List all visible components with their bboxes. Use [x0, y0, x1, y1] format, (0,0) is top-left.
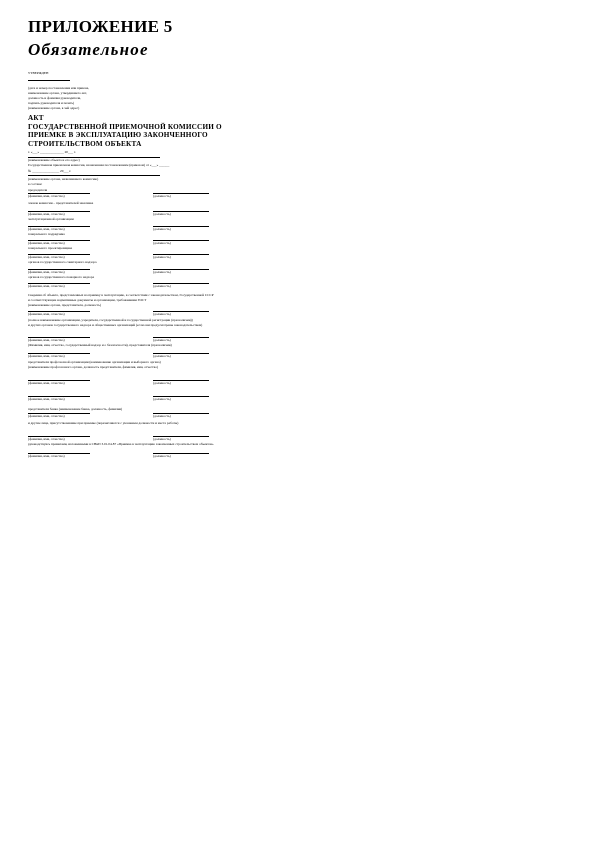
body-5: и других органов государственного надзора и общественных организаций (если они предусмотрены законодательством): [28, 323, 203, 327]
body-11: руководствуясь правилами, изложенными в СНиП 3.01.04-87 «Приемка в эксплуатацию законченных строительством объектов»: [28, 442, 214, 446]
act-title-line-2: ГОСУДАРСТВЕННОЙ ПРИЕМОЧНОЙ КОМИССИИ О: [28, 122, 222, 131]
intro-5: в составе:: [28, 182, 43, 186]
member-row: (фамилия, имя, отчество) (должность) органов государственного пожарного надзора: [28, 269, 218, 285]
body-3: (наименование органа, представителя, должность): [28, 303, 102, 307]
member-title-1: председателя: [28, 188, 48, 192]
body-10: и другие лица, присутствовавшие при приемке (перечисляются с указанием должности и места работы): [28, 421, 179, 425]
approve-line-2: наименование органа, утвердившего акт,: [28, 91, 87, 95]
body-8: (наименование профсоюзного органа, должность представителя, фамилия, имя, отчество): [28, 365, 159, 369]
act-title-line-4: СТРОИТЕЛЬСТВОМ ОБЪЕКТА: [28, 139, 142, 148]
body-2: и соответствующие нормативные документы и организации, требованиями ГОСТ: [28, 298, 147, 302]
intro-3: № ________________ 20___ г.: [28, 169, 72, 173]
member-row: (фамилия, имя, отчество) (должность): [28, 380, 218, 396]
member-row: (фамилия, имя, отчество) (должность): [28, 353, 218, 369]
member-row: (фамилия, имя, отчество) (должность): [28, 436, 218, 452]
approve-line-4: подпись руководителя и печать): [28, 101, 75, 105]
intro-4: (наименование органа, назначившего комиссию): [28, 177, 99, 181]
member-title-2: членов комиссии – представителей заказчика: [28, 201, 94, 205]
act-title-line-3: ПРИЕМКЕ В ЭКСПЛУАТАЦИЮ ЗАКОНЧЕННОГО: [28, 131, 208, 140]
act-date-line: г. «___» ______________ 20___ г.: [28, 150, 76, 154]
member-row: (фамилия, имя, отчество) (должность): [28, 283, 218, 299]
approve-label: УТВЕРЖДЕН: [28, 71, 49, 75]
member-row: (фамилия, имя, отчество) (должность): [28, 193, 218, 209]
act-title: [28, 114, 222, 148]
member-row: (фамилия, имя, отчество) (должность) органов государственного санитарного надзора: [28, 254, 218, 270]
intro-1: (наименование объекта и его адрес): [28, 158, 80, 162]
intro-2: Государственная приемочная комиссия, назначенная постановлением (приказом) от «___» ______: [28, 163, 170, 167]
member-row: (фамилия, имя, отчество) (должность) генерального проектировщика: [28, 240, 218, 256]
body-1: Сведения об объекте, представленных на приемку в эксплуатацию, в соответствии с законодательством, Государственной СССР: [28, 293, 214, 297]
member-row: (фамилия, имя, отчество) (должность) эксплуатационной организации: [28, 211, 218, 227]
approve-line: [28, 80, 70, 81]
approve-line-5: (наименование органа, в чей адрес): [28, 106, 80, 110]
order-line: [28, 175, 160, 176]
act-title-line-1: АКТ: [28, 114, 44, 122]
member-row: (фамилия, имя, отчество) (должность) генерального подрядчика: [28, 226, 218, 242]
approve-line-3: должность и фамилия руководителя,: [28, 96, 81, 100]
body-4: (полное наименование организации, учредителя, государственной и государственной регистрации (при наличии)): [28, 318, 193, 322]
member-row: (фамилия, имя, отчество) (должность): [28, 337, 218, 353]
appendix-title: ПРИЛОЖЕНИЕ 5: [28, 17, 173, 36]
body-7: представителя профсоюзной организации (наименование организации и выборного органа): [28, 360, 161, 364]
member-row: (фамилия, имя, отчество) (должность): [28, 311, 218, 327]
member-row: (фамилия, имя, отчество) (должность): [28, 453, 218, 469]
member-row: (фамилия, имя, отчество) (должность): [28, 413, 218, 429]
appendix-subtitle: Обязательное: [28, 40, 149, 59]
body-9: представителя банка (наименование банка, должность, фамилия): [28, 407, 123, 411]
member-row: (фамилия, имя, отчество) (должность): [28, 396, 218, 412]
body-6: (Фамилия, имя, отчество, государственный надзор и о безопасности), представителя (при наличии): [28, 343, 172, 347]
approve-line-1: (дата и номер постановления или приказа,: [28, 86, 90, 90]
